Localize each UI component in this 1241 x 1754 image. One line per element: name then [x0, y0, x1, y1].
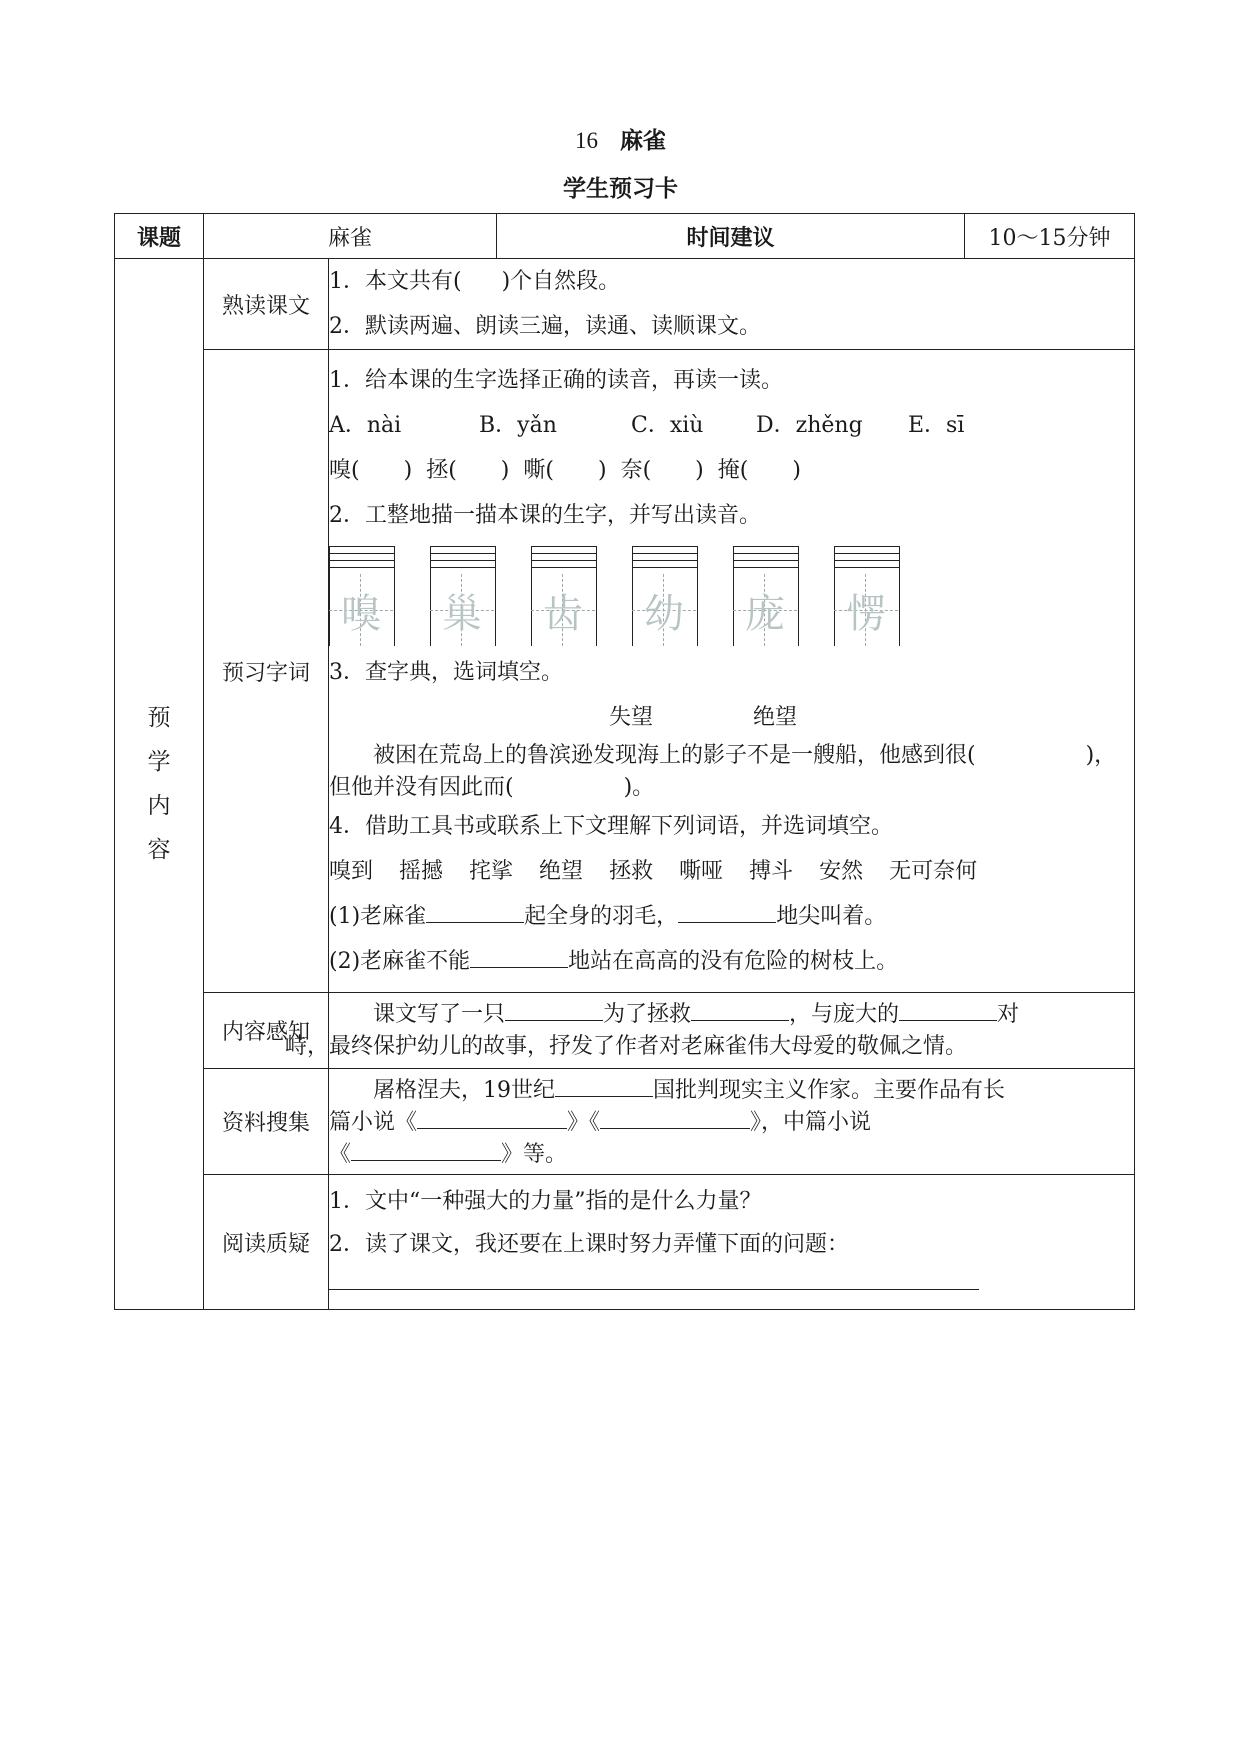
answer-blank[interactable]: [691, 998, 789, 1021]
char-choice: 嘶(: [523, 458, 554, 483]
pinyin-option: D．zhěng: [756, 413, 863, 438]
tracing-box[interactable]: [834, 546, 898, 646]
trace-char: 幼: [644, 591, 684, 637]
card-title: 学生预习卡: [563, 176, 678, 202]
trace-char: 愣: [846, 591, 886, 637]
main-label-char: 学: [147, 749, 171, 775]
read-content: [329, 259, 1135, 350]
q4-sentence-2: (2)老麻雀不能 地站在高高的没有危险的树枝上。: [329, 939, 1134, 984]
read-q2: 2．默读两遍、朗读三遍，读通、读顺课文。: [329, 314, 761, 339]
tracing-box[interactable]: [430, 546, 494, 646]
trace-char: 庞: [745, 591, 785, 637]
vocab-label: 预习字词: [204, 350, 329, 993]
char-choice: 嗅(: [329, 458, 360, 483]
trace-char: 齿: [543, 591, 583, 637]
tracing-box[interactable]: [733, 546, 797, 646]
tracing-grid: [329, 538, 1134, 646]
time-label: 时间建议: [497, 214, 965, 259]
content-perception: 课文写了一只 为了拯救 ，与庞大的 对 峙，最终保护幼儿的故事，抒发了作者对老麻雀伟大母爱的敬佩之情。: [329, 993, 1135, 1069]
topic-label: 课题: [115, 214, 204, 259]
answer-blank[interactable]: [600, 1106, 750, 1129]
section-main-label: [115, 259, 204, 1310]
research-label: 资料搜集: [204, 1069, 329, 1175]
read-label: 熟读课文: [204, 259, 329, 350]
q4-word: 摇撼: [399, 859, 444, 884]
answer-line[interactable]: [329, 1267, 979, 1290]
questions-label: 阅读质疑: [204, 1175, 329, 1310]
lesson-title: 麻雀: [620, 128, 666, 154]
tracing-box[interactable]: [632, 546, 696, 646]
questions-q1: 1．文中“一种强大的力量”指的是什么力量？: [329, 1188, 762, 1214]
vocab-q1: 1．给本课的生字选择正确的读音，再读一读。: [329, 368, 783, 393]
q3-sentence: 被困在荒岛上的鲁滨逊发现海上的影子不是一艘船，他感到很( )，但他并没有因此而( )。: [329, 743, 1117, 800]
pinyin-option: E．sī: [908, 413, 965, 438]
answer-blank[interactable]: [555, 1074, 653, 1097]
vocab-q2: 2．工整地描一描本课的生字，并写出读音。: [329, 503, 761, 528]
q4-sentence-1: (1)老麻雀 起全身的羽毛， 地尖叫着。: [329, 894, 1134, 939]
q4-word: 无可奈何: [889, 859, 978, 884]
q3-word-choices: [329, 695, 1134, 740]
content-label: 内容感知: [204, 993, 329, 1069]
answer-blank[interactable]: [351, 1138, 501, 1161]
char-choice: 奈(: [620, 458, 652, 483]
lesson-heading: [0, 122, 1241, 155]
answer-blank[interactable]: [426, 900, 524, 923]
main-label-char: 容: [147, 837, 171, 863]
q4-word: 嘶哑: [679, 859, 724, 884]
char-choice: 拯(: [426, 458, 457, 483]
q4-word: 搏斗: [749, 859, 794, 884]
pinyin-option: A．nài: [329, 413, 402, 438]
pinyin-option: B．yǎn: [479, 413, 557, 438]
topic-value: 麻雀: [204, 214, 497, 259]
q4-word: 安然: [819, 859, 864, 884]
tracing-box[interactable]: [329, 546, 393, 646]
trace-char: 巢: [442, 591, 482, 637]
answer-blank[interactable]: [899, 998, 997, 1021]
q4-word: 挓挲: [469, 859, 514, 884]
pinyin-option: C．xiù: [631, 413, 704, 438]
main-label-char: 内: [147, 793, 171, 819]
q3-word: 失望: [609, 705, 654, 730]
vocab-content: [329, 350, 1135, 993]
trace-char: 嗅: [341, 591, 381, 637]
q3-word: 绝望: [753, 705, 798, 730]
char-choices: 嗅( ) 拯( ) 嘶( ) 奈( ) 掩( ): [329, 458, 801, 483]
answer-blank[interactable]: [678, 900, 776, 923]
answer-blank[interactable]: [417, 1106, 567, 1129]
lesson-number: 16: [575, 128, 598, 153]
questions-q2: 2．读了课文，我还要在上课时努力弄懂下面的问题：: [329, 1231, 849, 1257]
q4-word: 嗅到: [329, 859, 374, 884]
read-q1: 1．本文共有( )个自然段。: [329, 269, 621, 294]
research-content: 屠格涅夫，19世纪 国批判现实主义作家。主要作品有长 篇小说《 》《 》，中篇小说 《 》等。: [329, 1069, 1135, 1175]
tracing-box[interactable]: [531, 546, 595, 646]
vocab-q3: 3．查字典，选词填空。: [329, 660, 563, 685]
answer-blank[interactable]: [505, 998, 603, 1021]
questions-content: [329, 1175, 1135, 1310]
q4-word: 绝望: [539, 859, 584, 884]
main-label-char: 预: [147, 705, 171, 731]
char-choice: 掩(: [717, 458, 749, 483]
q4-word-bank: [329, 849, 1134, 894]
preview-card-table: [114, 213, 1135, 1310]
answer-blank[interactable]: [470, 945, 568, 968]
vocab-q4: 4．借助工具书或联系上下文理解下列词语，并选词填空。: [329, 814, 893, 839]
time-value: 10～15分钟: [965, 214, 1135, 259]
pinyin-options: [329, 403, 1134, 448]
q4-word: 拯救: [609, 859, 654, 884]
